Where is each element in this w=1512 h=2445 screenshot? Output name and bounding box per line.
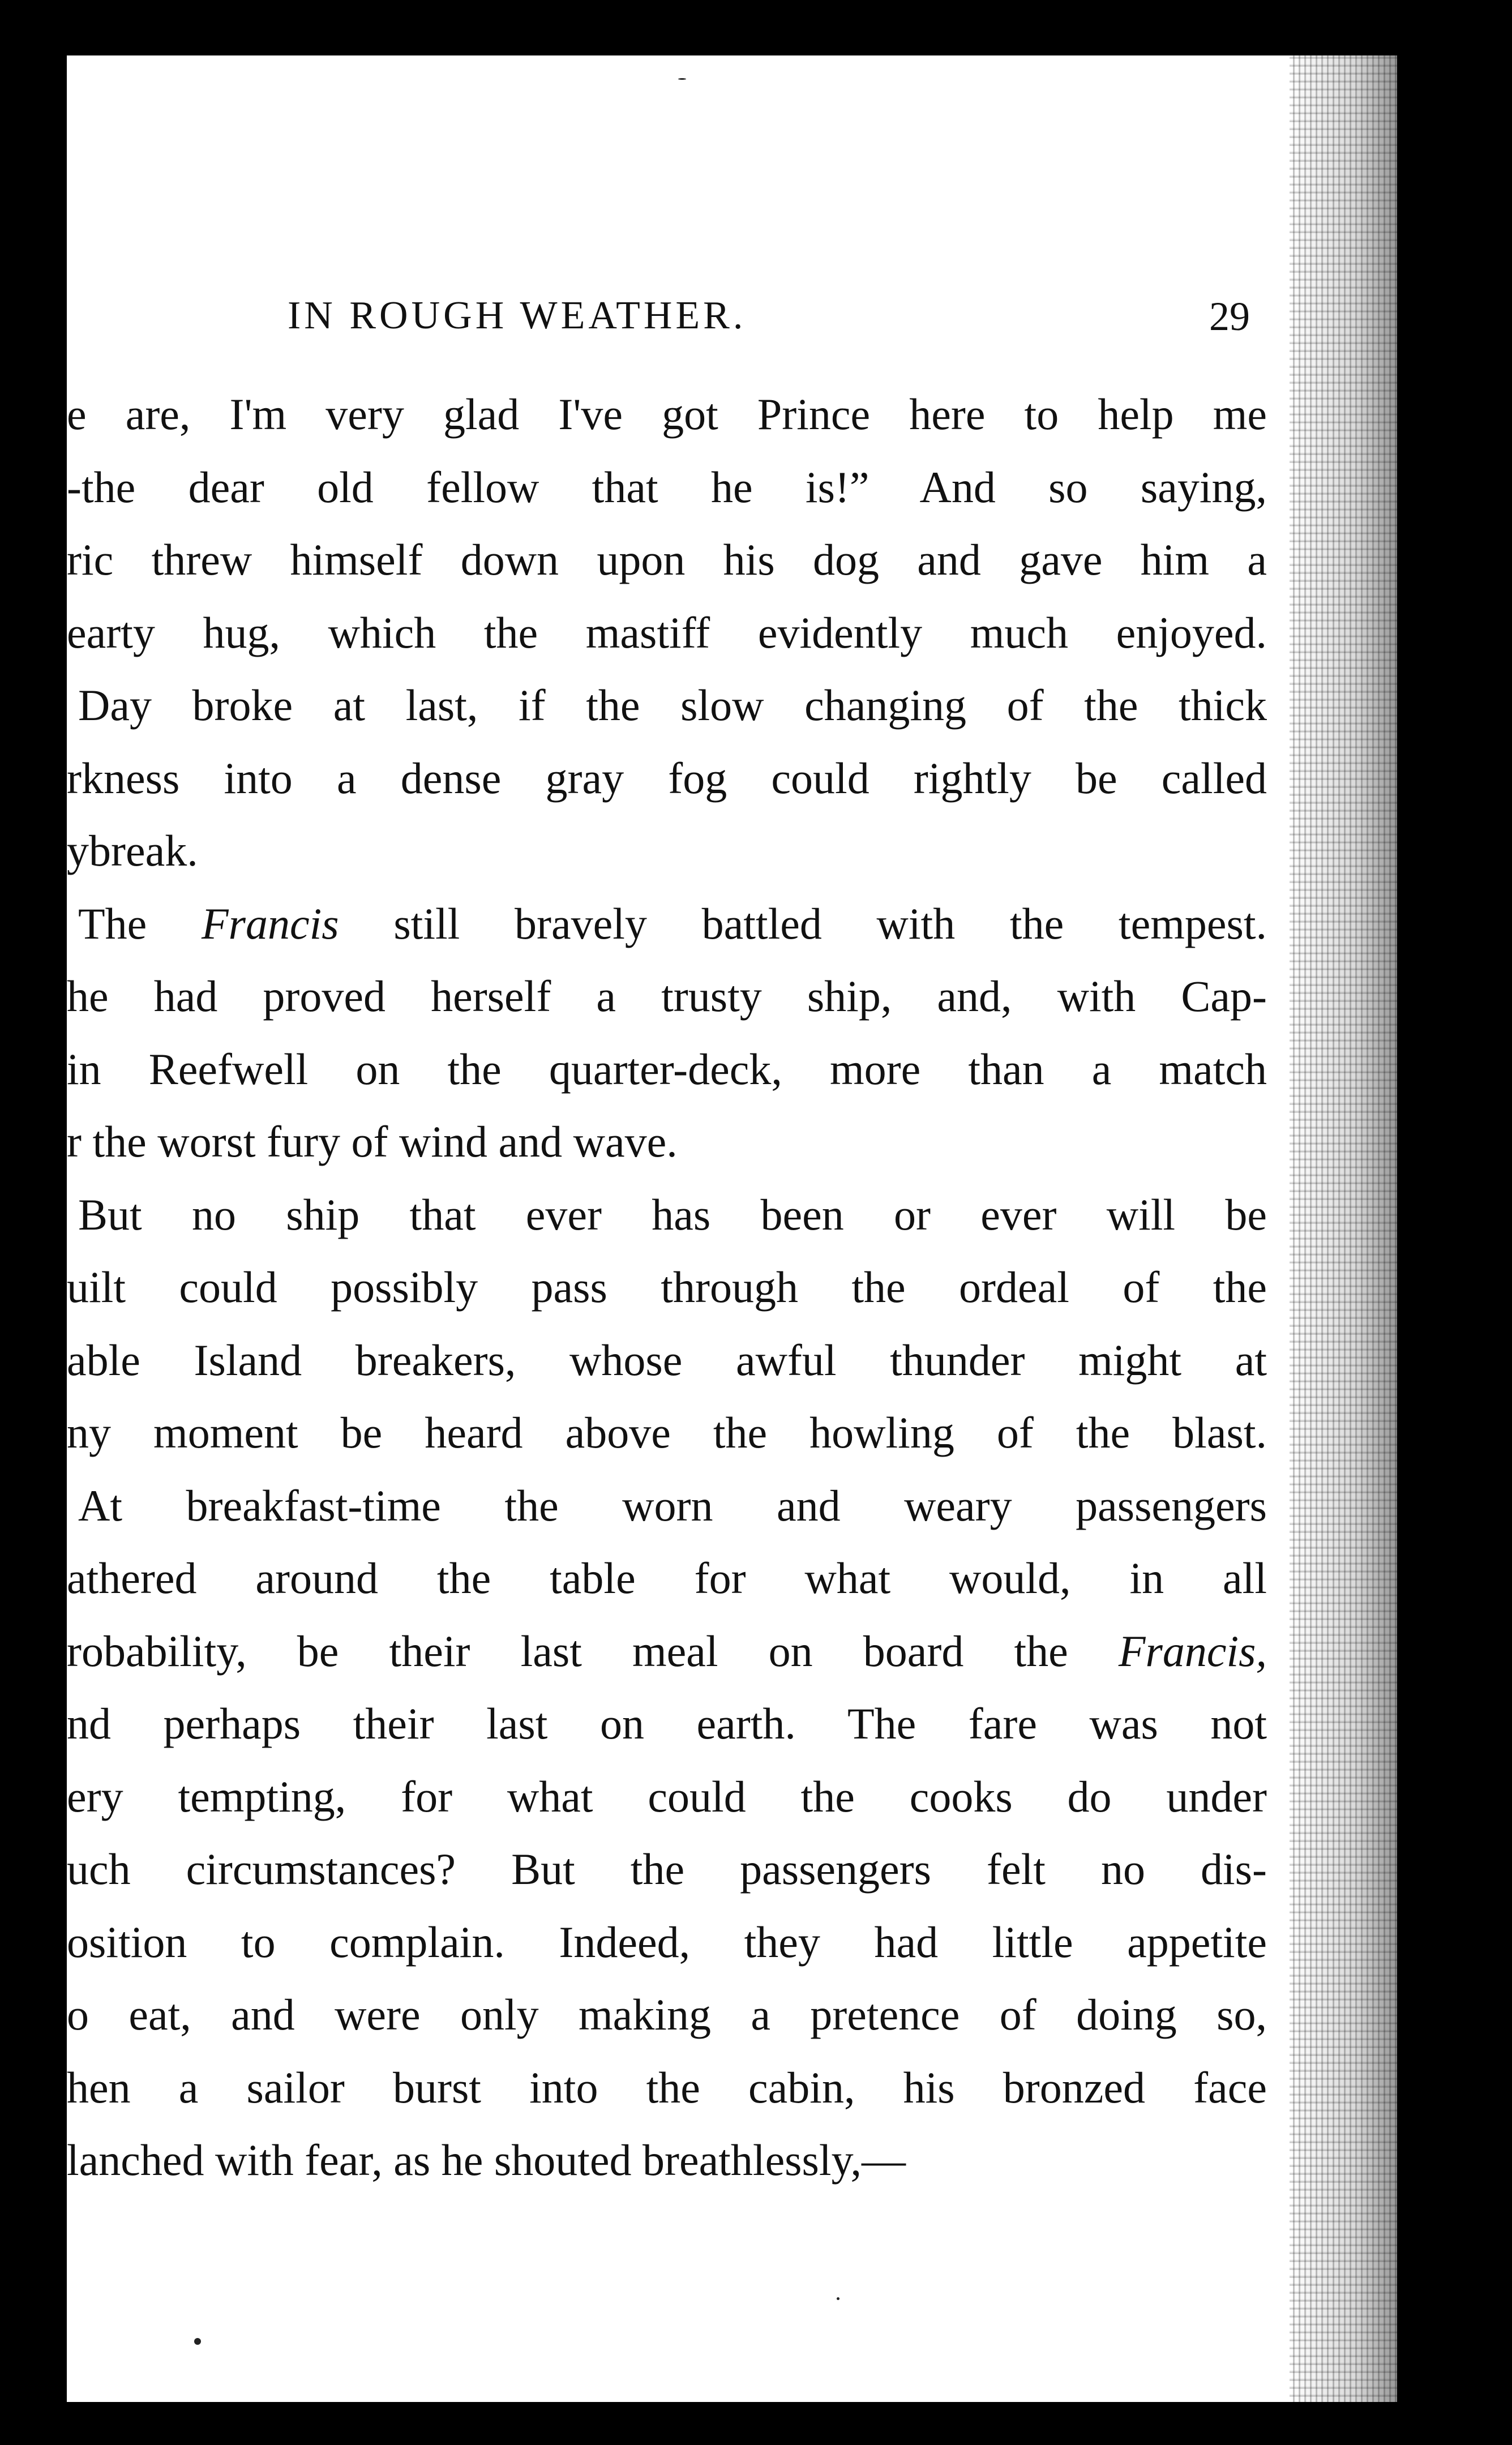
text-line-18-start: robability, be their last meal on board the	[67, 1626, 1119, 1676]
ink-speck	[194, 2338, 201, 2345]
page-header	[288, 293, 1250, 350]
text-line-25: lanched with fear, as he shouted breathlessly,—	[67, 2135, 906, 2185]
text-line-22: osition to complain. Indeed, they had little appetite	[67, 1917, 1267, 1967]
page-number: 29	[1209, 294, 1250, 339]
text-line-10: in Reefwell on the quarter-deck, more than a match	[67, 1044, 1267, 1094]
text-line-2: -the dear old fellow that he is!” And so saying,	[67, 462, 1267, 512]
ink-speck	[678, 78, 686, 80]
text-line-23: o eat, and were only making a pretence of doing so,	[67, 1990, 1267, 2039]
text-line-8	[67, 888, 1267, 961]
text-line-6: rkness into a dense gray fog could rightly be called	[67, 753, 1267, 803]
page-edge-band	[1397, 55, 1437, 2402]
text-line-18	[67, 1615, 1267, 1688]
text-line-19: nd perhaps their last on earth. The fare was not	[67, 1699, 1267, 1748]
text-line-8-start: The	[78, 898, 202, 948]
text-line-8-end: still bravely battled with the tempest.	[339, 898, 1267, 948]
text-line-20: ery tempting, for what could the cooks do under	[67, 1771, 1267, 1821]
text-line-13: uilt could possibly pass through the ordeal of the	[67, 1262, 1267, 1312]
text-line-4: earty hug, which the mastiff evidently much enjoyed.	[67, 607, 1267, 657]
text-line-3: ric threw himself down upon his dog and gave him a	[67, 535, 1267, 584]
text-line-24: hen a sailor burst into the cabin, his bronzed face	[67, 2062, 1267, 2112]
running-head: IN ROUGH WEATHER.	[288, 294, 747, 337]
text-line-9: he had proved herself a trusty ship, and, with Cap-	[67, 971, 1267, 1021]
ship-name-2: Francis,	[1118, 1626, 1267, 1676]
text-line-7: ybreak.	[67, 826, 198, 875]
book-page	[67, 55, 1437, 2402]
text-line-21: uch circumstances? But the passengers felt no dis-	[67, 1844, 1267, 1894]
text-line-17: athered around the table for what would, in all	[67, 1553, 1267, 1603]
ship-name: Francis	[201, 898, 339, 948]
text-line-11: r the worst fury of wind and wave.	[67, 1117, 678, 1166]
ink-speck	[837, 2297, 839, 2300]
body-text	[67, 378, 1267, 2197]
text-line-12: But no ship that ever has been or ever will be	[78, 1189, 1267, 1239]
text-line-16: At breakfast-time the worn and weary passengers	[78, 1480, 1267, 1530]
text-line-15: ny moment be heard above the howling of the blast.	[67, 1408, 1267, 1457]
text-line-14: able Island breakers, whose awful thunder might at	[67, 1335, 1267, 1385]
text-line-5: Day broke at last, if the slow changing of the thick	[78, 680, 1267, 730]
text-line-1: e are, I'm very glad I've got Prince here to help me	[67, 389, 1267, 439]
